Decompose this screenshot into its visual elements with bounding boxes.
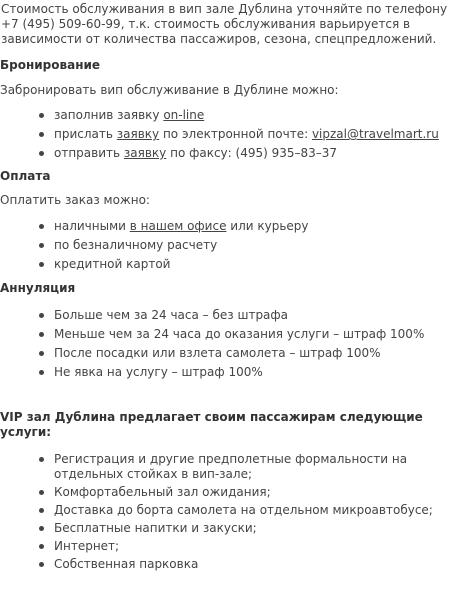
list-item bbox=[0, 539, 448, 554]
bullet-icon bbox=[39, 526, 44, 531]
item-text: по факсу: (495) 935–83–37 bbox=[166, 146, 338, 160]
item-text: отправить bbox=[54, 146, 124, 160]
bullet-icon bbox=[39, 370, 44, 375]
vip-services-list bbox=[0, 452, 448, 572]
item-text: заполнив заявку bbox=[54, 108, 164, 122]
item-text: Бесплатные напитки и закуски; bbox=[54, 521, 257, 535]
booking-heading: Бронирование bbox=[0, 58, 101, 72]
list-item bbox=[0, 308, 448, 323]
office-link[interactable]: в нашем офисе bbox=[129, 219, 227, 233]
item-text: кредитной картой bbox=[54, 257, 171, 271]
item-text: Меньше чем за 24 часа до оказания услуги – штраф 100% bbox=[54, 327, 425, 341]
bullet-icon bbox=[39, 224, 44, 229]
item-text: или курьеру bbox=[226, 219, 309, 233]
bullet-icon bbox=[39, 544, 44, 549]
item-text: Регистрация и другие предполетные формальности на отдельных стойках в вип-зале; bbox=[54, 452, 408, 481]
bullet-icon bbox=[39, 490, 44, 495]
payment-list bbox=[0, 219, 448, 272]
bullet-icon bbox=[39, 457, 44, 462]
item-text: Доставка до борта самолета на отдельном микроавтобусе; bbox=[54, 503, 433, 517]
list-item bbox=[0, 127, 448, 142]
email-link[interactable]: vipzal@travelmart.ru bbox=[311, 127, 439, 141]
item-text: Комфортабельный зал ожидания; bbox=[54, 485, 271, 499]
bullet-icon bbox=[39, 132, 44, 137]
list-item bbox=[0, 452, 448, 482]
bullet-icon bbox=[39, 351, 44, 356]
item-text: Интернет; bbox=[54, 539, 120, 553]
intro-text: Стоимость обслуживания в вип зале Дублина уточняйте по телефону +7 (495) 509-60-99, т.к. стоимость обслуживания варьируется в зависимости от количества пассажиров, сезона, спецпредложений. bbox=[1, 2, 448, 46]
bullet-icon bbox=[39, 332, 44, 337]
list-item bbox=[0, 257, 448, 272]
list-item bbox=[0, 238, 448, 253]
payment-lead: Оплатить заказ можно: bbox=[0, 193, 150, 207]
booking-lead: Забронировать вип обслуживание в Дублине можно: bbox=[0, 83, 339, 97]
booking-list bbox=[0, 108, 448, 161]
bullet-icon bbox=[39, 151, 44, 156]
item-text: Не явка на услугу – штраф 100% bbox=[54, 365, 263, 379]
bullet-icon bbox=[39, 243, 44, 248]
item-text: наличными bbox=[54, 219, 130, 233]
item-text: Собственная парковка bbox=[54, 557, 199, 571]
list-item bbox=[0, 503, 448, 518]
list-item bbox=[0, 346, 448, 361]
list-item bbox=[0, 521, 448, 536]
list-item bbox=[0, 365, 448, 380]
bullet-icon bbox=[39, 262, 44, 267]
item-text: по безналичному расчету bbox=[54, 238, 218, 252]
item-text: Больше чем за 24 часа – без штрафа bbox=[54, 308, 289, 322]
cancellation-heading: Аннуляция bbox=[0, 281, 76, 295]
vip-services-heading: VIP зал Дублина предлагает своим пассажирам следующие услуги: bbox=[0, 410, 423, 439]
item-text: по электронной почте: bbox=[159, 127, 312, 141]
list-item bbox=[0, 557, 448, 572]
bullet-icon bbox=[39, 562, 44, 567]
payment-heading: Оплата bbox=[0, 169, 51, 183]
item-text: прислать bbox=[54, 127, 117, 141]
request-link[interactable]: заявку bbox=[116, 127, 160, 141]
list-item bbox=[0, 146, 448, 161]
fax-request-link[interactable]: заявку bbox=[123, 146, 167, 160]
list-item bbox=[0, 327, 448, 342]
bullet-icon bbox=[39, 113, 44, 118]
list-item bbox=[0, 108, 448, 123]
list-item bbox=[0, 219, 448, 234]
cancellation-list bbox=[0, 308, 448, 380]
item-text: После посадки или взлета самолета – штраф 100% bbox=[54, 346, 381, 360]
online-link[interactable]: on-line bbox=[163, 108, 205, 122]
list-item bbox=[0, 485, 448, 500]
bullet-icon bbox=[39, 313, 44, 318]
bullet-icon bbox=[39, 508, 44, 513]
